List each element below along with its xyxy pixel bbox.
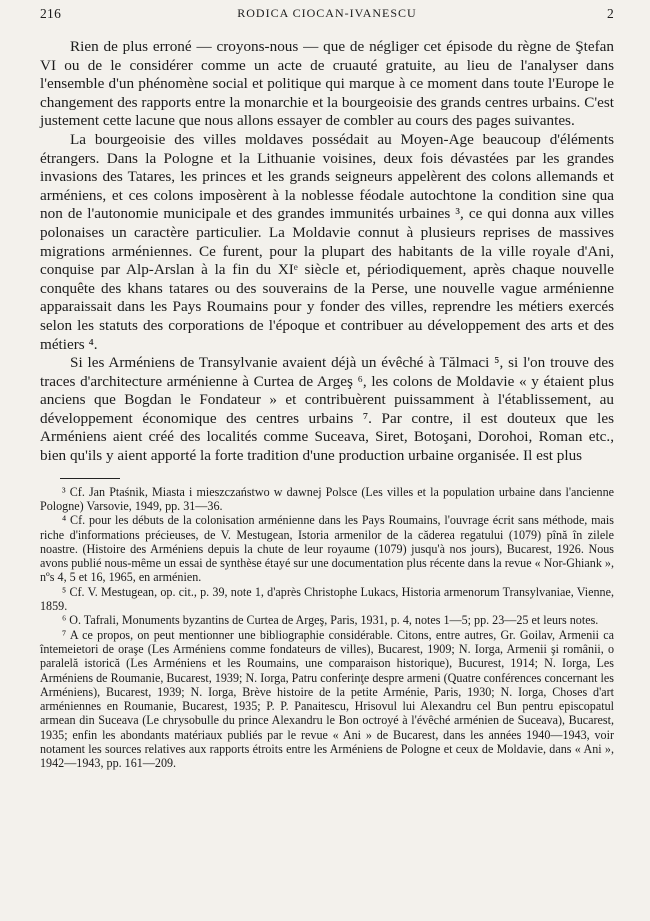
running-head: RODICA CIOCAN-IVANESCU (237, 6, 417, 20)
footnote: ⁵ Cf. V. Mestugean, op. cit., p. 39, note 1, d'après Christophe Lukacs, Historia armenorum Transylvaniae, Vienne, 1859. (40, 584, 614, 614)
footnote: ⁷ A ce propos, on peut mentionner une bibliographie considérable. Citons, entre autres, Gr. Goilav, Armenii ca întemeietori de oraşe (Les Arméniens comme fondateurs de villes), Bucarest, 1909; N. Iorga, Armenii şi românii, o paralelă istorică (Les Arméniens et les Roumains, une comparaison historique), Bucurest, 1914; N. Iorga, Les Arméniens de Roumanie, Bucarest, 1939; N. Iorga, Patru conferinţe despre armeni (Quatre conférences concernant les Arméniens), Bucarest, 1939; N. Iorga, Brève histoire de la petite Arménie, Paris, 1930; N. Iorga, Choses d'art arméniennes en Roumanie, Bucarest, 1935; P. P. Panaitescu, Hrisovul lui Alexandru cel Bun pentru episcopatul armean din Suceava (Le chrysobulle du prince Alexandru le Bon octroyé à l'évêché arménien de Suceava), Bucarest, 1935; enfin les abondants matériaux publiés par le revue « Ani » de Bucarest, dans les années 1940—1943, voir notament les sources relatives aux rapports étroits entre les Arméniens de Pologne et ceux de Moldavie, dans « Ani », 1942—1943, pp. 161—209. (40, 627, 614, 771)
footnotes (40, 485, 614, 771)
signature-mark: 2 (606, 6, 614, 21)
footnote: ⁶ O. Tafrali, Monuments byzantins de Curtea de Argeş, Paris, 1931, p. 4, notes 1—5; pp. 23—25 et leurs notes. (62, 613, 599, 628)
main-text (40, 38, 614, 466)
footnote: ⁴ Cf. pour les débuts de la colonisation arménienne dans les Pays Roumains, l'ouvrage écrit sans méthode, mais riche d'informations précieuses, de V. Mestugean, Istoria armenilor de la căderea regatului (1079) pînă în zilele noastre. (Histoire des Arméniens depuis la chute de leur royaume (1079) jusqu'à nos jours), Bucarest, 1926. Nous avons publié nous-même un essai de synthèse étayé sur une documentation plus récente dans la revue « Nor-Ghiank », nºs 4, 5 et 16, 1965, en arménien. (40, 513, 614, 585)
paragraph: Rien de plus erroné — croyons-nous — que de négliger cet épisode du règne de Ştefan VI ou de le considérer comme un acte de cruauté gratuite, au lieu de l'analyser dans l'ensemble d'un phénomène social et politique qui marque à ce moment dans toute l'Europe le changement des rapports entre la monarchie et la bourgeoisie des grands centres urbains. C'est justement cette lacune que nous allons essayer de combler au cours des pages suivantes. (40, 38, 614, 130)
page-number: 216 (40, 6, 62, 21)
footnote-rule (60, 478, 120, 479)
paragraph: Si les Arméniens de Transylvanie avaient déjà un évêché à Tălmaci ⁵, si l'on trouve des traces d'architecture arménienne à Curtea de Argeş ⁶, les colons de Moldavie « y étaient plus anciens que Bogdan le Fondateur » et contribuèrent puissamment à l'établissement, au développement économique des centres urbains ⁷. Par contre, il est douteux que les Arméniens aient créé des localités comme Suceava, Siret, Botoşani, Dorohoi, Roman etc., bien qu'ils y aient apporté la forte tradition d'une production urbaine organisée. Il est plus (40, 354, 614, 465)
footnote: ³ Cf. Jan Ptaśnik, Miasta i mieszczaństwo w dawnej Polsce (Les villes et la population urbaine dans l'ancienne Pologne) Varsovie, 1949, pp. 31—36. (40, 484, 614, 513)
page-header (40, 2, 614, 26)
paragraph: La bourgeoisie des villes moldaves possédait au Moyen-Age beaucoup d'éléments étrangers. Dans la Pologne et la Lithuanie voisines, deux fois dévastées par les grandes invasions des Tatares, les princes et les grands seigneurs appelèrent des colons allemands et arméniens, et ces colons imposèrent à la noblesse féodale autochtone la condition sine qua non de l'autonomie municipale et des grandes immunités urbaines ³, ce qui donna aux villes polonaises un caractère particulier. La Moldavie connut à plusieurs reprises de massives migrations arméniennes. Ce furent, pour la plupart des habitants de la ville royale d'Ani, conquise par Alp-Arslan à la fin du XIᵉ siècle et, périodiquement, après chaque nouvelle conquête des khans tatares ou des souverains de la Perse, une nouvelle vague arménienne apparaissait dans les Pays Roumains pour y fonder des villes, reprendre les métiers exercés selon les statuts des corporations de l'époque et contribuer au développement des arts et des métiers ⁴. (40, 130, 614, 353)
